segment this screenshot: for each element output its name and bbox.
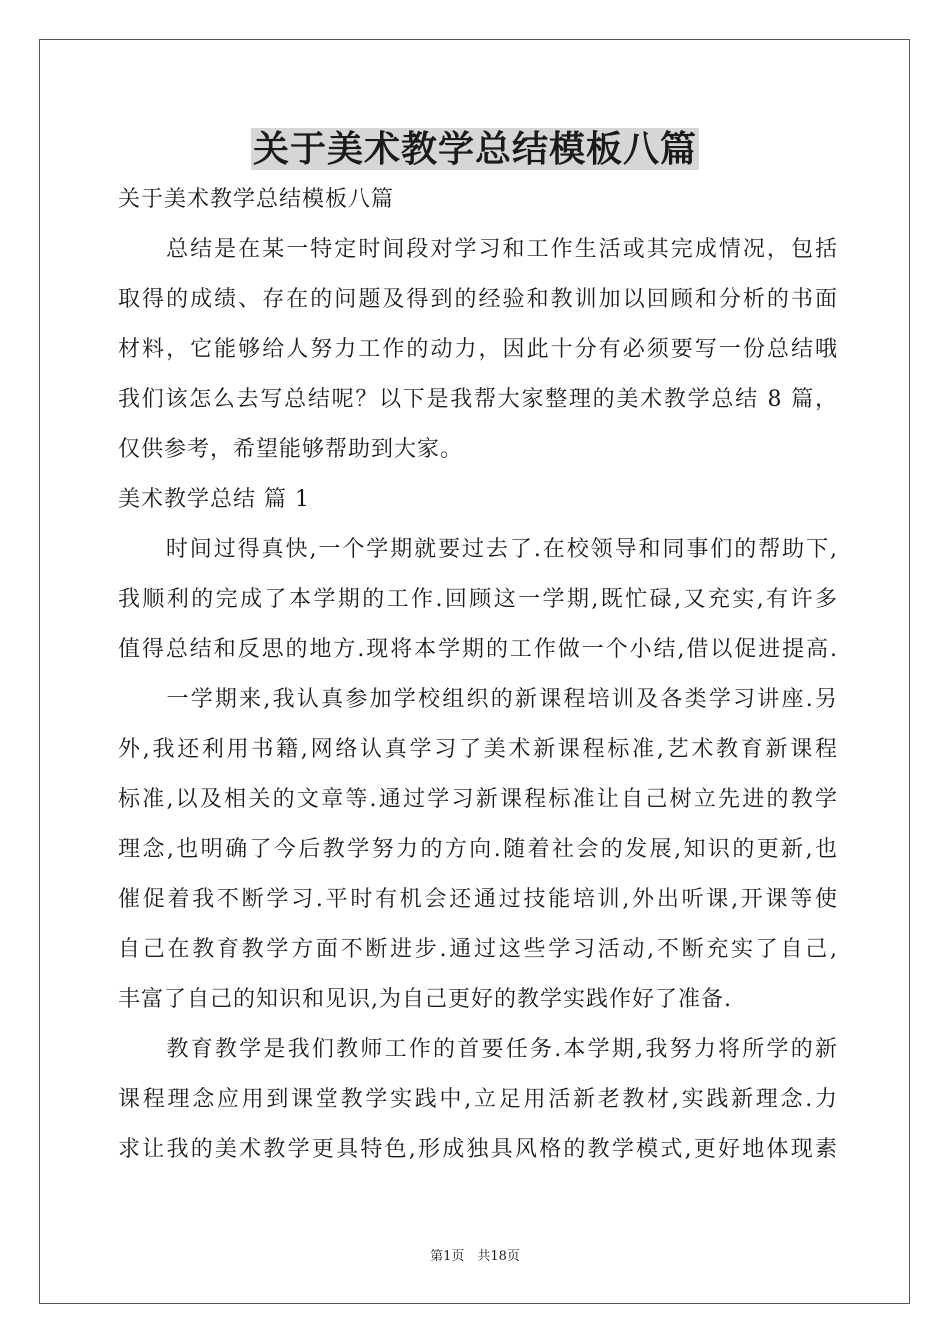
subtitle: 关于美术教学总结模板八篇 [118, 187, 395, 212]
paragraph-line: 仅供参考，希望能够帮助到大家。 [118, 437, 464, 462]
paragraph-line: 丰富了自己的知识和见识,为自己更好的教学实践作好了准备. [118, 987, 732, 1012]
paragraph-line: 值得总结和反思的地方.现将本学期的工作做一个小结,借以促进提高. [118, 637, 838, 662]
paragraph-line: 催促着我不断学习.平时有机会还通过技能培训,外出听课,开课等使 [118, 887, 838, 912]
title-text: 关于美术教学总结模板八篇 [252, 128, 697, 170]
document-title [0, 123, 950, 175]
paragraph-line: 取得的成绩、存在的问题及得到的经验和教训加以回顾和分析的书面 [118, 287, 838, 312]
paragraph-line: 我顺利的完成了本学期的工作.回顾这一学期,既忙碌,又充实,有许多 [118, 587, 838, 612]
paragraph-line: 求让我的美术教学更具特色,形成独具风格的教学模式,更好地体现素 [118, 1137, 838, 1162]
paragraph-line: 一学期来,我认真参加学校组织的新课程培训及各类学习讲座.另 [118, 687, 838, 712]
paragraph-line: 教育教学是我们教师工作的首要任务.本学期,我努力将所学的新 [118, 1037, 838, 1062]
paragraph-line: 时间过得真快,一个学期就要过去了.在校领导和同事们的帮助下, [118, 537, 838, 562]
paragraph-line: 标准,以及相关的文章等.通过学习新课程标准让自己树立先进的教学 [118, 787, 838, 812]
paragraph-line: 理念,也明确了今后教学努力的方向.随着社会的发展,知识的更新,也 [118, 837, 838, 862]
paragraph-line: 材料，它能够给人努力工作的动力，因此十分有必须要写一份总结哦 [118, 337, 838, 362]
section-heading: 美术教学总结 篇 1 [118, 487, 310, 512]
paragraph-line: 自己在教育教学方面不断进步.通过这些学习活动,不断充实了自己, [118, 937, 838, 962]
page-footer: 第1页 共18页 [430, 1249, 520, 1264]
paragraph-line: 课程理念应用到课堂教学实践中,立足用活新老教材,实践新理念.力 [118, 1087, 838, 1112]
paragraph-line: 外,我还利用书籍,网络认真学习了美术新课程标准,艺术教育新课程 [118, 737, 838, 762]
paragraph-line: 总结是在某一特定时间段对学习和工作生活或其完成情况，包括 [118, 237, 838, 262]
paragraph-line: 我们该怎么去写总结呢？以下是我帮大家整理的美术教学总结 8 篇， [118, 387, 838, 412]
